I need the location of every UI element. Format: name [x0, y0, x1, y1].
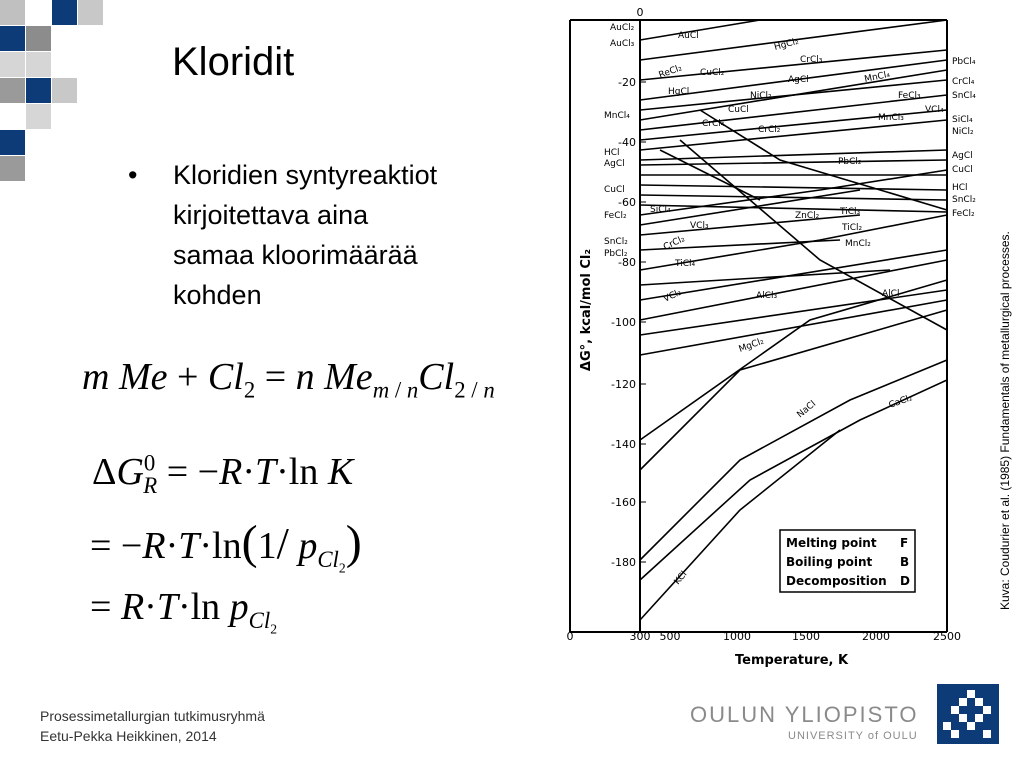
series-label: PbCl₂	[838, 157, 862, 167]
y-tick-label: -140	[611, 438, 636, 451]
decor-square	[0, 26, 25, 51]
series-label: MnCl₄	[604, 111, 630, 121]
university-name-en: UNIVERSITY of OULU	[788, 730, 918, 742]
decor-square	[52, 78, 77, 103]
series-label: AlCl	[882, 289, 900, 299]
decor-square	[26, 26, 51, 51]
series-label: HgCl₂	[773, 36, 800, 53]
x-tick-label: 500	[659, 630, 681, 643]
legend-label: Decomposition	[786, 574, 887, 588]
series-label: NiCl₂	[750, 91, 772, 101]
decor-square	[26, 52, 51, 77]
legend-code: B	[900, 555, 910, 569]
x-tick-label: 1500	[792, 630, 820, 643]
series-label: CuCl	[728, 105, 749, 115]
y-tick-label: -60	[618, 196, 636, 209]
x-tick-label: 2000	[862, 630, 890, 643]
bullet-text	[173, 155, 523, 315]
y-tick-label: -80	[618, 256, 636, 269]
x-tick-label: 2500	[933, 630, 961, 643]
bullet-dot: •	[128, 160, 138, 190]
series-label: ZnCl₂	[795, 211, 820, 221]
university-name-fi: OULUN YLIOPISTO	[690, 702, 919, 727]
series-label: TiCl₄	[675, 259, 696, 269]
series-label: ReCl₂	[657, 63, 684, 81]
series-label: SnCl₄	[952, 91, 976, 101]
series-label: CuCl	[952, 165, 973, 175]
series-label: SiCl₄	[952, 115, 973, 125]
y-tick-label: -160	[611, 496, 636, 509]
equation-gibbs-2: = −R·T·ln(1/ $p_{Cl_2}$)	[90, 516, 362, 576]
bullet-line: kirjoitettava aina	[173, 200, 369, 230]
y-tick-label: -180	[611, 556, 636, 569]
series-label: CrCl₄	[702, 119, 725, 129]
series-label: SiCl₄	[650, 205, 671, 215]
series-label: CrCl₄	[952, 77, 975, 87]
series-label: KCl	[672, 569, 690, 587]
series-label: AlCl₃	[756, 291, 778, 301]
x-axis-label: Temperature, K	[735, 653, 849, 668]
series-label: HCl	[952, 183, 968, 193]
y-tick-label: -100	[611, 316, 636, 329]
series-label: PbCl₂	[604, 249, 628, 259]
decor-square	[78, 0, 103, 25]
x-tick-label: 300	[629, 630, 651, 643]
series-label: FeCl₂	[604, 211, 627, 221]
series-label: SnCl₂	[604, 237, 628, 247]
series-label: CrCl₂	[662, 234, 687, 253]
decor-square	[0, 130, 25, 155]
series-label: MgCl₂	[737, 336, 766, 355]
series-label: MnCl₃	[878, 113, 904, 123]
series-label: PbCl₄	[952, 57, 976, 67]
series-label: AgCl	[604, 159, 625, 169]
series-label: AuCl₃	[610, 39, 635, 49]
legend-label: Melting point	[786, 536, 877, 550]
series-label: VCl₂	[662, 287, 684, 305]
y-axis-label: ΔG°, kcal/mol Cl₂	[579, 248, 594, 372]
legend-label: Boiling point	[786, 555, 873, 569]
series-label: AgCl	[952, 151, 973, 161]
image-credit: Kuva: Coudurier et al. (1985) Fundamentals of metallurgical processes.	[998, 231, 1012, 610]
decor-square	[0, 156, 25, 181]
legend-code: F	[900, 536, 909, 550]
footer-author: Eetu-Pekka Heikkinen, 2014	[40, 728, 217, 744]
series-label: VCl₄	[925, 105, 944, 115]
series-label: CrCl₂	[758, 125, 781, 135]
series-label: TiCl₃	[840, 207, 861, 217]
decor-square	[0, 0, 25, 25]
y-tick-label: -120	[611, 378, 636, 391]
series-label: CaCl₂	[887, 393, 914, 411]
equation-reaction: m $Me + Cl_2 = n$ $Me_{m / n}Cl_{2 / n}$	[82, 356, 495, 403]
series-label: MnCl₄	[863, 69, 891, 85]
series-label: TiCl₂	[842, 223, 863, 233]
series-label: NaCl	[795, 399, 819, 421]
y-tick-label: -20	[618, 76, 636, 89]
decor-square	[0, 78, 25, 103]
x-tick-label: 1000	[723, 630, 751, 643]
series-label: AuCl₂	[610, 23, 635, 33]
equation-gibbs-1: $\Delta G^0_R = -R\cdot T\cdot\ln$ K	[92, 450, 354, 498]
series-label: NiCl₂	[952, 127, 974, 137]
bullet-line: Kloridien syntyreaktiot	[173, 160, 438, 190]
series-label: AgCl	[788, 75, 809, 85]
decor-square	[26, 78, 51, 103]
legend-code: D	[900, 574, 910, 588]
series-label: MnCl₂	[845, 239, 871, 249]
decor-square	[52, 0, 77, 25]
bullet-line: kohden	[173, 280, 262, 310]
series-label: AuCl	[678, 31, 699, 41]
series-label: HCl	[604, 148, 620, 158]
bullet-line: samaa kloorimäärää	[173, 240, 418, 270]
series-label: CrCl₃	[800, 55, 823, 65]
ellingham-chart	[560, 0, 1000, 680]
decor-square	[0, 52, 25, 77]
university-logo	[937, 684, 999, 744]
y-tick-label: 0	[636, 6, 644, 19]
x-tick-label: 0	[566, 630, 574, 643]
footer-group: Prosessimetallurgian tutkimusryhmä	[40, 708, 265, 724]
series-label: FeCl₃	[898, 91, 921, 101]
series-label: VCl₃	[690, 221, 709, 231]
equation-gibbs-3: = R·T·ln $p_{Cl_2}$	[90, 586, 278, 637]
y-tick-label: -40	[618, 136, 636, 149]
chart-legend	[780, 530, 915, 592]
slide-title: Kloridit	[172, 40, 295, 84]
decor-square	[26, 104, 51, 129]
series-label: CuCl₂	[700, 68, 725, 78]
series-label: HgCl	[668, 87, 690, 97]
series-label: SnCl₂	[952, 195, 976, 205]
series-label: FeCl₂	[952, 209, 975, 219]
series-label: CuCl	[604, 185, 625, 195]
